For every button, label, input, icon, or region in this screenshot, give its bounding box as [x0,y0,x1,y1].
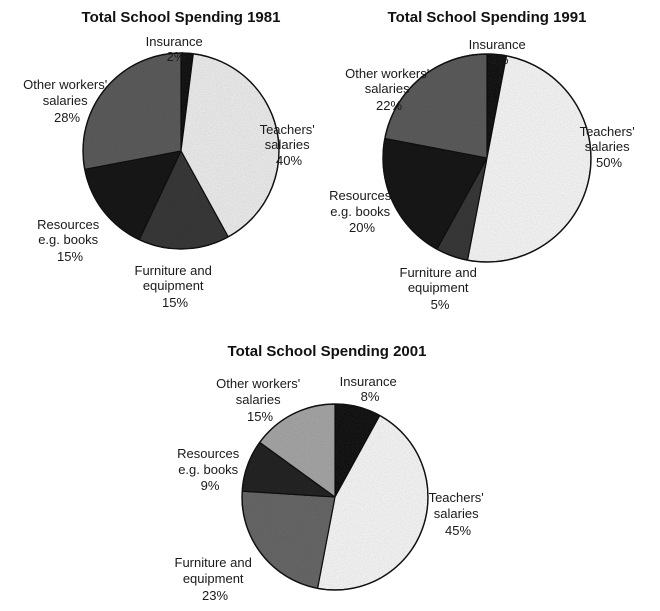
pie-slices-1991 [383,54,591,262]
pie-chart-1981 [23,9,318,310]
slice-label-teachers-salaries: Teachers' salaries 45% [428,490,484,538]
chart-title: Total School Spending 1991 [387,9,587,26]
slice-label-other-workers-salaries: Other workers' salaries 15% [216,376,301,424]
pie-chart-1991 [329,9,638,312]
slice-label-insurance: Insurance 2% [145,34,203,64]
slice-label-teachers-salaries: Teachers' salaries 50% [579,124,635,170]
pie-slices-1981 [83,53,279,249]
slice-label-resources: Resources e.g. books 20% [329,188,392,235]
slice-label-furniture-equipment: Furniture and equipment 23% [174,555,252,603]
slice-label-other-workers-salaries: Other workers' salaries 28% [23,77,108,125]
slice-label-other-workers-salaries: Other workers' salaries 22% [345,66,430,113]
slice-label-teachers-salaries: Teachers' salaries 40% [259,122,315,168]
slice-label-insurance: Insurance 8% [339,374,397,404]
pie-chart-2001 [175,343,488,603]
chart-title: Total School Spending 1981 [81,9,281,26]
pie-slice-other-workers [83,53,181,169]
slice-label-resources: Resources e.g. books 15% [37,217,100,264]
chart-title: Total School Spending 2001 [227,343,427,360]
slice-label-furniture-equipment: Furniture and equipment 15% [134,263,212,310]
slice-label-furniture-equipment: Furniture and equipment 5% [399,265,477,312]
pie-slices-2001 [242,404,428,590]
slice-label-insurance: Insurance 3% [468,37,526,67]
slice-label-resources: Resources e.g. books 9% [177,446,240,493]
